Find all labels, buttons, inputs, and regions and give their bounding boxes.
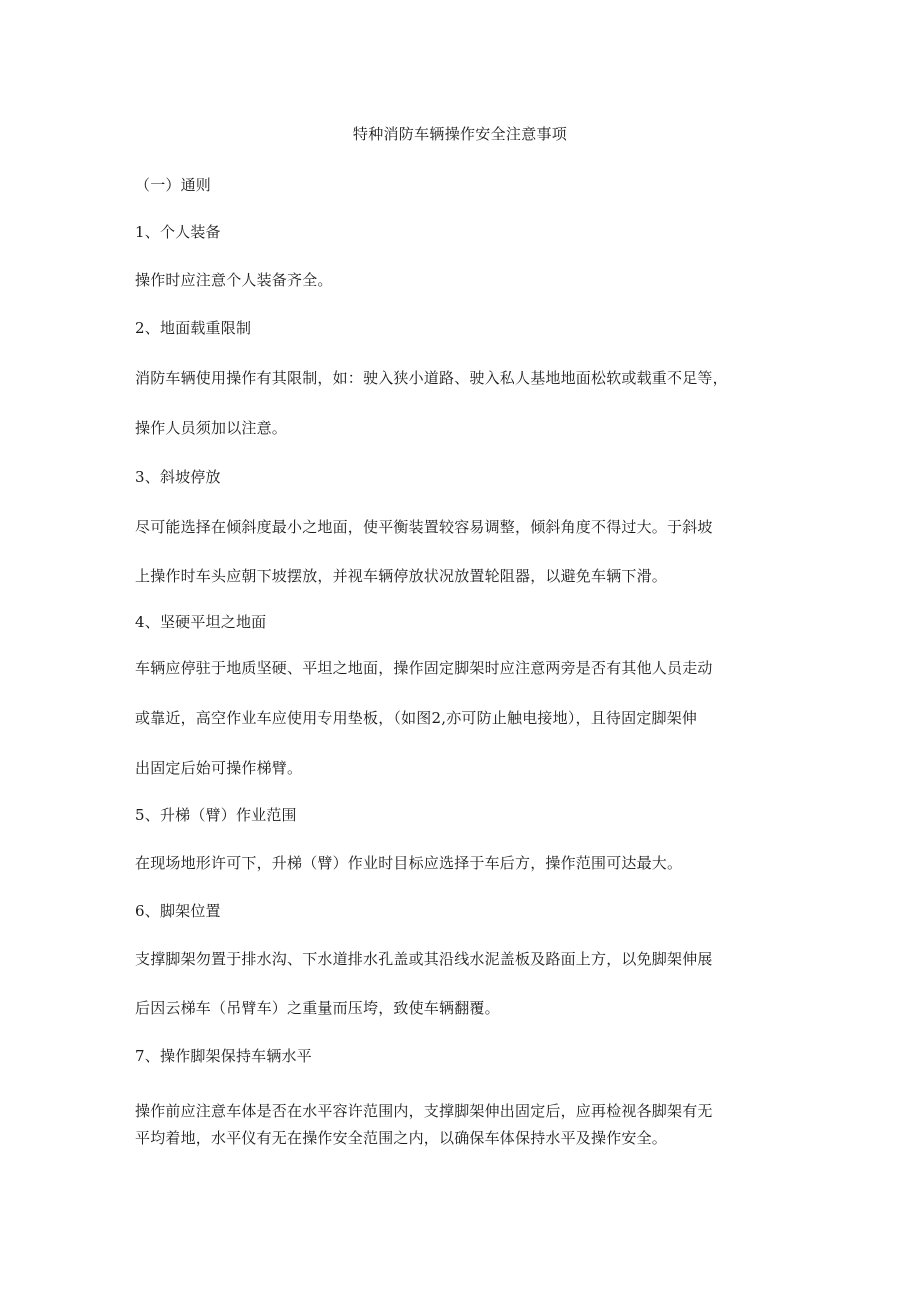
paragraph-line: 尽可能选择在倾斜度最小之地面，使平衡装置较容易调整，倾斜角度不得过大。于斜坡 xyxy=(135,518,713,536)
paragraph-line: 消防车辆使用操作有其限制，如：驶入狭小道路、驶入私人基地地面松软或载重不足等， xyxy=(135,369,728,387)
paragraph-line: 车辆应停驻于地质坚硬、平坦之地面，操作固定脚架时应注意两旁是否有其他人员走动 xyxy=(135,659,713,677)
paragraph-line: 平均着地，水平仪有无在操作安全范围之内，以确保车体保持水平及操作安全。 xyxy=(135,1129,668,1147)
item-heading-1: 1、个人装备 xyxy=(135,223,221,241)
paragraph-line: 出固定后始可操作梯臂。 xyxy=(135,759,303,777)
paragraph-line: 操作时应注意个人装备齐全。 xyxy=(135,271,333,289)
item-heading-6: 6、脚架位置 xyxy=(135,902,221,920)
item-heading-7: 7、操作脚架保持车辆水平 xyxy=(135,1047,312,1065)
item-heading-3: 3、斜坡停放 xyxy=(135,468,221,486)
paragraph-line: 后因云梯车（吊臂车）之重量而压垮，致使车辆翻覆。 xyxy=(135,999,500,1017)
page-title: 特种消防车辆操作安全注意事项 xyxy=(352,125,568,143)
item-heading-4: 4、坚硬平坦之地面 xyxy=(135,613,267,631)
paragraph-line: 上操作时车头应朝下坡摆放，并视车辆停放状况放置轮阻器，以避免车辆下滑。 xyxy=(135,567,668,585)
item-heading-2: 2、地面载重限制 xyxy=(135,319,252,337)
section-heading: （一）通则 xyxy=(135,176,212,194)
paragraph-line: 支撑脚架勿置于排水沟、下水道排水孔盖或其沿线水泥盖板及路面上方，以免脚架伸展 xyxy=(135,950,713,968)
paragraph-line: 操作前应注意车体是否在水平容许范围内，支撑脚架伸出固定后，应再检视各脚架有无 xyxy=(135,1102,713,1120)
paragraph-line: 操作人员须加以注意。 xyxy=(135,419,288,437)
paragraph-line: 在现场地形许可下，升梯（臂）作业时目标应选择于车后方，操作范围可达最大。 xyxy=(135,854,683,872)
item-heading-5: 5、升梯（臂）作业范围 xyxy=(135,806,297,824)
paragraph-line: 或靠近，高空作业车应使用专用垫板，（如图2,亦可防止触电接地），且待固定脚架伸 xyxy=(135,709,698,727)
